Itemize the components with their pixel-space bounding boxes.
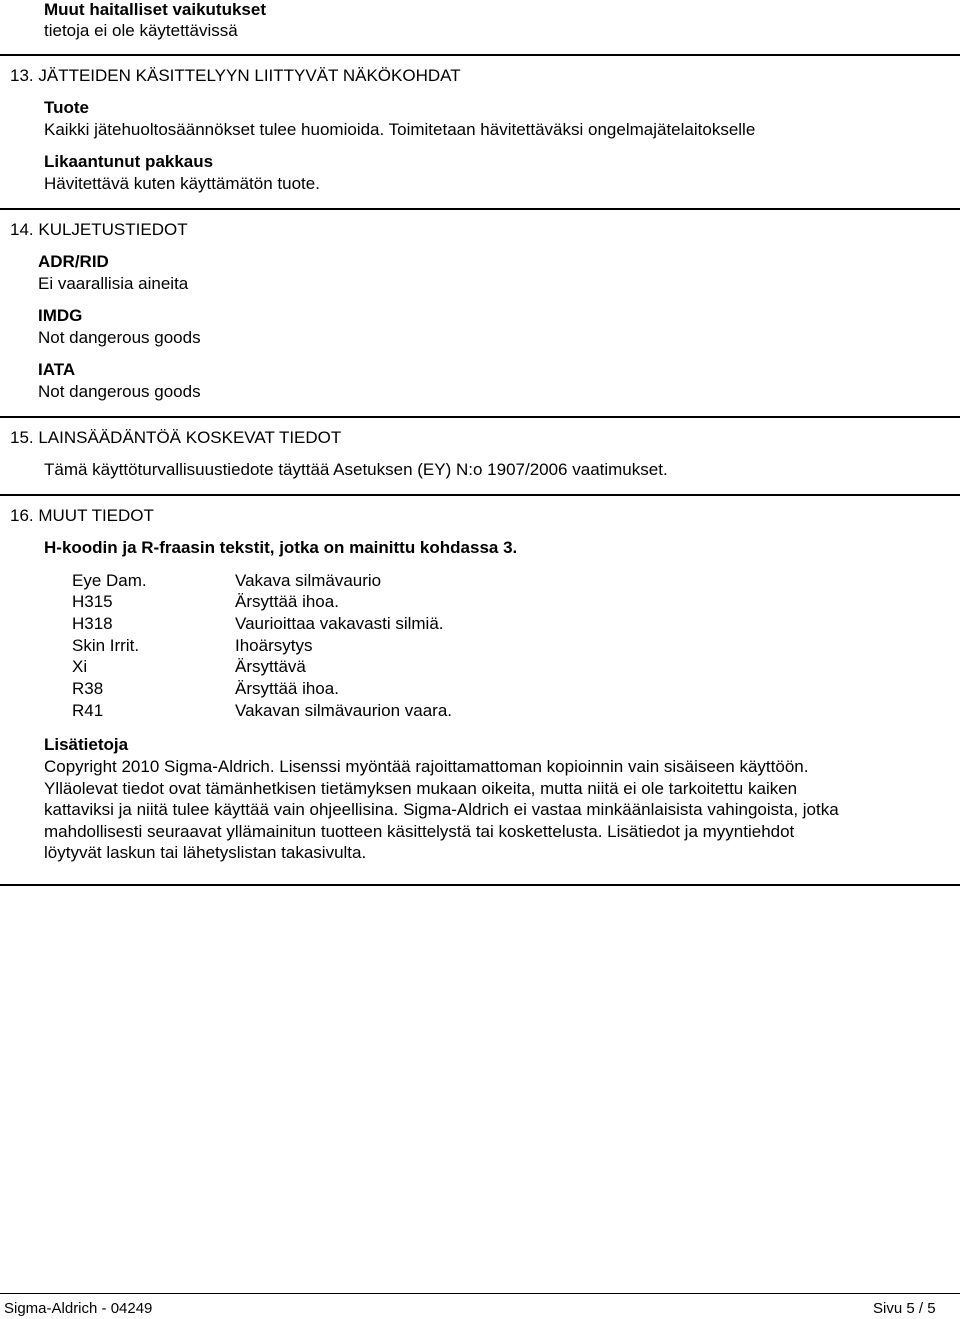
code-cell: R38 — [72, 679, 104, 698]
page-separator: / — [918, 1300, 924, 1317]
section-divider — [0, 416, 960, 418]
iata-text: Not dangerous goods — [38, 382, 201, 401]
section-16-title: 16. MUUT TIEDOT — [10, 506, 154, 525]
adverse-effects-text: tietoja ei ole käytettävissä — [44, 21, 238, 40]
section-15-title: 15. LAINSÄÄDÄNTÖÄ KOSKEVAT TIEDOT — [10, 428, 342, 447]
iata-label: IATA — [38, 360, 76, 379]
product-text: Kaikki jätehuoltosäännökset tulee huomioida. Toimitetaan hävitettäväksi ongelmajätelaitokselle — [44, 120, 756, 139]
adr-text: Ei vaarallisia aineita — [38, 274, 189, 293]
info-line: Ylläolevat tiedot ovat tämänhetkisen tietämyksen mukaan oikeita, mutta niitä ei ole tarkoitettu kaiken — [44, 778, 798, 798]
page-total: 5 — [927, 1300, 936, 1317]
description-cell: Vaurioittaa vakavasti silmiä. — [235, 614, 444, 633]
regulation-text: Tämä käyttöturvallisuustiedote täyttää Asetuksen (EY) N:o 1907/2006 vaatimukset. — [44, 460, 668, 479]
section-14-title: 14. KULJETUSTIEDOT — [10, 220, 188, 239]
packaging-text: Hävitettävä kuten käyttämätön tuote. — [44, 174, 320, 193]
section-divider — [0, 208, 960, 210]
description-cell: Ihoärsytys — [235, 636, 313, 655]
section-divider — [0, 494, 960, 496]
code-cell: Skin Irrit. — [72, 636, 140, 655]
page-current: 5 — [906, 1300, 915, 1317]
description-cell: Ärsyttävä — [235, 657, 306, 676]
additional-info-text — [44, 756, 944, 864]
section-divider — [0, 54, 960, 56]
description-cell: Vakava silmävaurio — [235, 571, 382, 590]
section-13-title: 13. JÄTTEIDEN KÄSITTELYYN LIITTYVÄT NÄKÖKOHDAT — [10, 66, 461, 85]
footer-divider — [0, 1293, 960, 1294]
footer-company: Sigma-Aldrich - 04249 — [4, 1300, 153, 1317]
footer-page-number — [873, 1299, 936, 1319]
codes-subheading: H-koodin ja R-fraasin tekstit, jotka on mainittu kohdassa 3. — [44, 538, 518, 557]
additional-info-label: Lisätietoja — [44, 735, 129, 754]
product-label: Tuote — [44, 98, 90, 117]
description-cell: Vakavan silmävaurion vaara. — [235, 701, 453, 720]
code-cell: Xi — [72, 657, 88, 676]
imdg-label: IMDG — [38, 306, 83, 325]
info-line: mahdollisesti seuraavat yllämainitun tuotteen käsittelystä tai koskettelusta. Lisätiedot ja myyntiehdot — [44, 821, 795, 841]
info-line: kattaviksi ja niitä tulee käyttää vain ohjeellisina. Sigma-Aldrich ei vastaa minkäänlaisista vahingoista, jotka — [44, 800, 839, 820]
page-word: Sivu — [873, 1300, 903, 1317]
info-line: löytyvät laskun tai lähetyslistan takasivulta. — [44, 843, 367, 863]
code-cell: H315 — [72, 592, 113, 611]
description-cell: Ärsyttää ihoa. — [235, 592, 339, 611]
code-cell: Eye Dam. — [72, 571, 147, 590]
code-cell: R41 — [72, 701, 104, 720]
adverse-effects-heading: Muut haitalliset vaikutukset — [44, 0, 266, 19]
description-cell: Ärsyttää ihoa. — [235, 679, 339, 698]
adr-label: ADR/RID — [38, 252, 109, 271]
code-cell: H318 — [72, 614, 113, 633]
info-line: Copyright 2010 Sigma-Aldrich. Lisenssi myöntää rajoittamattoman kopioinnin vain sisäiseen käyttöön. — [44, 757, 809, 776]
packaging-label: Likaantunut pakkaus — [44, 152, 214, 171]
imdg-text: Not dangerous goods — [38, 328, 201, 347]
section-divider — [0, 884, 960, 886]
